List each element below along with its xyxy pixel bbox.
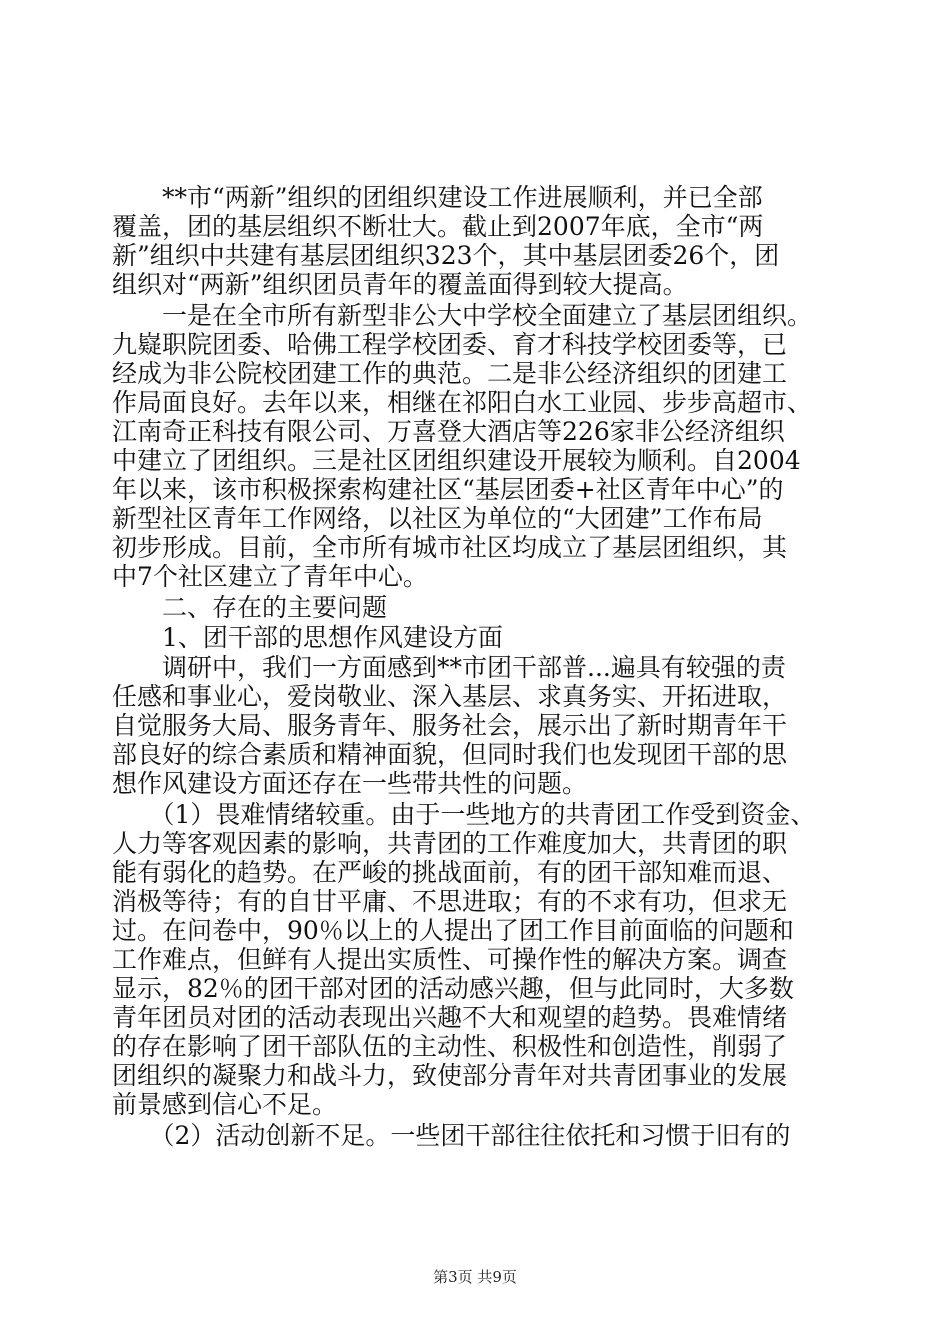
text-line: 前景感到信心不足。 <box>112 1091 338 1119</box>
text-line: 人力等客观因素的影响，共青团的工作难度加大，共青团的职 <box>112 830 788 858</box>
text-line: 消极等待；有的自甘平庸、不思进取；有的不求有功，但求无 <box>112 888 788 916</box>
text-line: 的存在影响了团干部队伍的主动性、积极性和创造性，削弱了 <box>112 1033 788 1061</box>
text-line: 江南奇正科技有限公司、万喜登大酒店等226家非公经济组织 <box>112 418 785 446</box>
text-line: 初步形成。目前，全市所有城市社区均成立了基层团组织，其 <box>112 534 788 562</box>
text-line: 作局面良好。去年以来，相继在祁阳白水工业园、步步高超市、 <box>112 389 813 417</box>
text-line: 二、存在的主要问题 <box>112 594 388 622</box>
text-line: 调研中，我们一方面感到**市团干部普...遍具有较强的责 <box>112 654 786 682</box>
text-line: （1）畏难情绪较重。由于一些地方的共青团工作受到资金、 <box>112 801 816 829</box>
text-line: 中建立了团组织。三是社区团组织建设开展较为顺利。自2004 <box>112 447 801 475</box>
text-line: 中7个社区建立了青年中心。 <box>112 563 428 591</box>
text-line: 年以来，该市积极探索构建社区“基层团委+社区青年中心”的 <box>112 476 784 504</box>
text-line: 经成为非公院校团建工作的典范。二是非公经济组织的团建工 <box>112 360 788 388</box>
text-line: 显示，82％的团干部对团的活动感兴趣，但与此同时，大多数 <box>112 975 794 1003</box>
text-line: **市“两新”组织的团组织建设工作进展顺利，并已全部 <box>112 184 763 212</box>
text-line: 想作风建设方面还存在一些带共性的问题。 <box>112 770 588 798</box>
text-line: 团组织的凝聚力和战斗力，致使部分青年对共青团事业的发展 <box>112 1062 788 1090</box>
text-line: 1、团干部的思想作风建设方面 <box>112 624 503 652</box>
text-line: 自觉服务大局、服务青年、服务社会，展示出了新时期青年干 <box>112 712 788 740</box>
text-line: 部良好的综合素质和精神面貌，但同时我们也发现团干部的思 <box>112 741 788 769</box>
text-line: 九嶷职院团委、哈佛工程学校团委、育才科技学校团委等，已 <box>112 331 788 359</box>
page-footer: 第3页 共9页 <box>433 1268 517 1286</box>
text-line: 一是在全市所有新型非公大中学校全面建立了基层团组织。 <box>112 302 813 330</box>
text-line: （2）活动创新不足。一些团干部往往依托和习惯于旧有的 <box>112 1122 791 1150</box>
text-line: 新”组织中共建有基层团组织323个，其中基层团委26个，团 <box>112 242 780 270</box>
text-line: 过。在问卷中，90％以上的人提出了团工作目前面临的问题和 <box>112 917 794 945</box>
text-line: 覆盖，团的基层组织不断壮大。截止到2007年底，全市“两 <box>112 213 764 241</box>
text-line: 青年团员对团的活动表现出兴趣不大和观望的趋势。畏难情绪 <box>112 1004 788 1032</box>
text-line: 新型社区青年工作网络，以社区为单位的“大团建”工作布局 <box>112 505 763 533</box>
text-line: 组织对“两新”组织团员青年的覆盖面得到较大提高。 <box>112 271 688 299</box>
text-line: 任感和事业心，爱岗敬业、深入基层、求真务实、开拓进取， <box>112 683 788 711</box>
text-line: 工作难点，但鲜有人提出实质性、可操作性的解决方案。调查 <box>112 946 788 974</box>
text-line: 能有弱化的趋势。在严峻的挑战面前，有的团干部知难而退、 <box>112 859 788 887</box>
